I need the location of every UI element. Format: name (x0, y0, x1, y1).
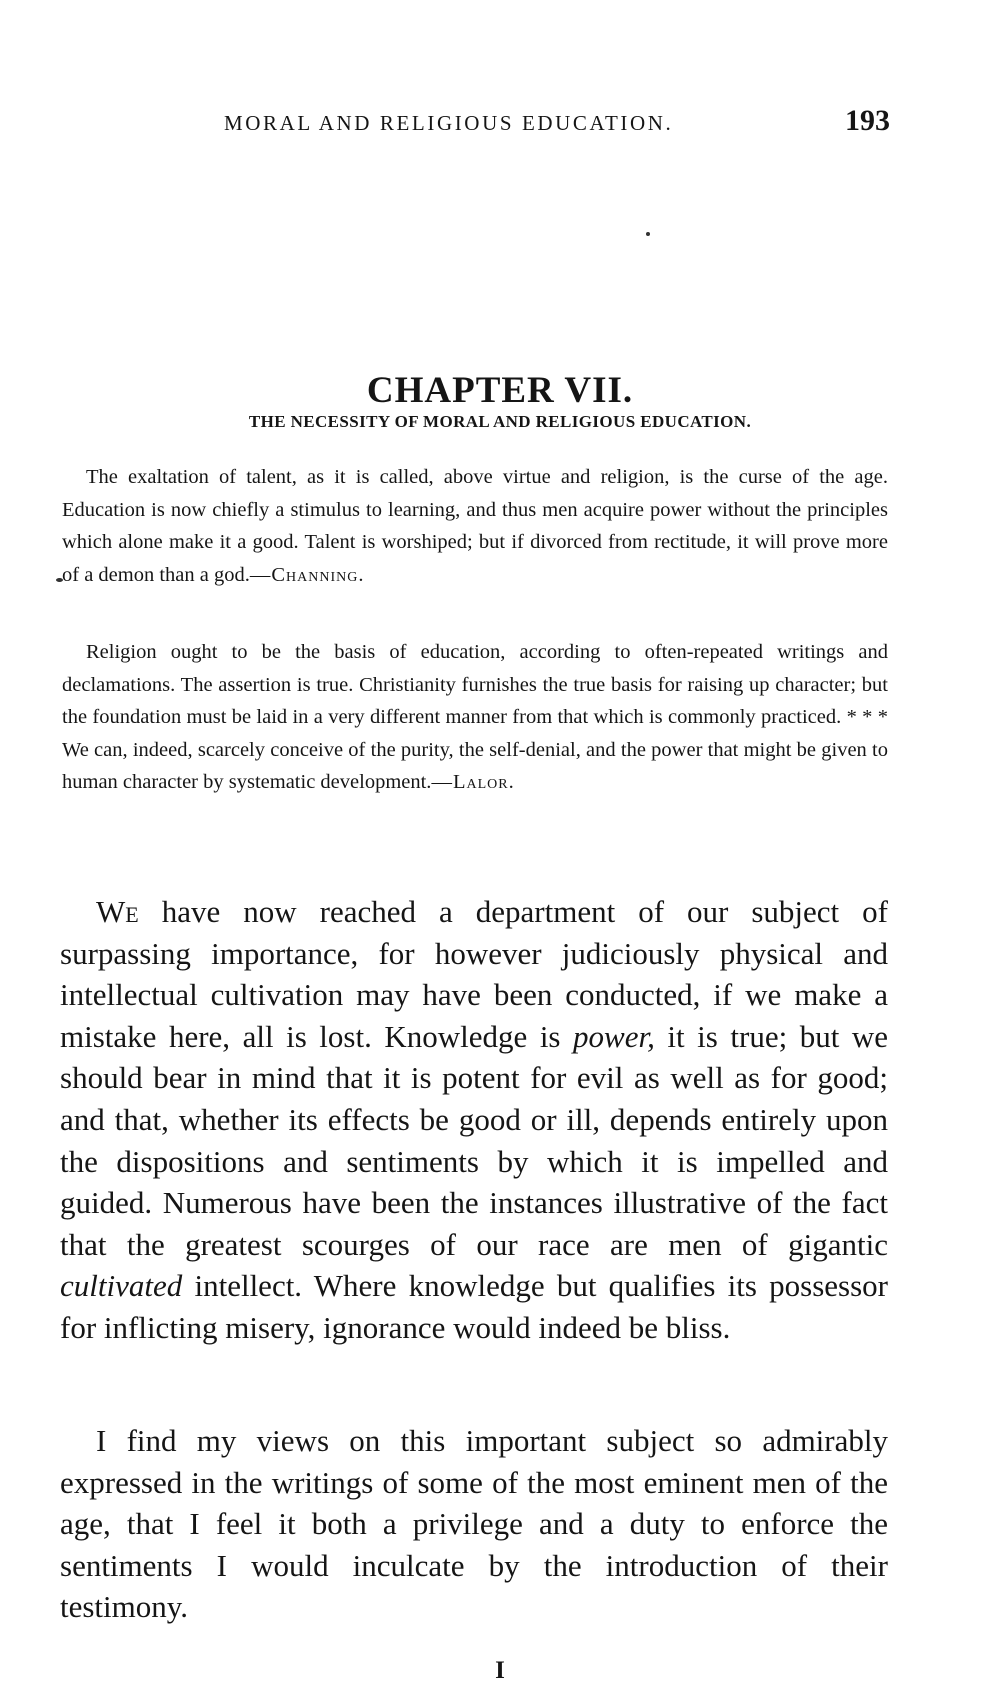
chapter-title: CHAPTER VII. (366, 369, 634, 411)
emphasis-cultivated: cultivated (60, 1268, 183, 1304)
epigraph-paragraph (62, 636, 888, 799)
epigraph-lalor (62, 636, 888, 799)
paragraph-text (60, 891, 888, 1349)
body-paragraph-2 (60, 1420, 888, 1628)
body-paragraph-1 (60, 891, 888, 1349)
text-run: have now reached a department of our subject of surpassing importance, for however judiciously physical and intellectual cultivation may have been conducted, if we make a mistake here, all is lost. Knowledge is (60, 894, 889, 1054)
chapter-subtitle: THE NECESSITY OF MORAL AND RELIGIOUS EDUCATION. (248, 412, 752, 431)
epigraph-channing (62, 461, 888, 591)
drop-cap-word: We (96, 894, 139, 929)
epigraph-author: —Lalor. (431, 771, 515, 793)
epigraph-author: —Channing. (249, 563, 365, 586)
running-head: MORAL AND RELIGIOUS EDUCATION. (224, 111, 674, 135)
text-run: intellect. Where knowledge but qualifies its possessor for inflicting misery, ignorance would indeed be bliss. (60, 1268, 888, 1345)
page-number: 193 (845, 104, 890, 137)
ink-speck (646, 232, 650, 236)
signature-mark: I (495, 1657, 505, 1684)
emphasis-power: power, (573, 1018, 655, 1054)
epigraph-text: The exaltation of talent, as it is called, above virtue and religion, is the curse of the age. Education is now chiefly a stimulus to learning, and thus men acquire power without the principles which alone make it a good. Talent is worshiped; but if divorced from rectitude, it will prove more of a demon than a god. (62, 466, 888, 586)
epigraph-text: Religion ought to be the basis of education, according to often-repeated writings and declamations. The assertion is true. Christianity furnishes the true basis for raising up character; but the foundation must be laid in a very different manner from that which is commonly practiced. * * * We can, indeed, scarcely conceive of the purity, the self-denial, and the power that might be given to human character by systematic development. (62, 641, 888, 793)
text-run: it is true; but we should bear in mind that it is potent for evil as well as for good; and that, whether its effects be good or ill, depends entirely upon the dispositions and sentiments by which it is impelled and guided. Numerous have been the instances illustrative of the fact that the greatest scourges of our race are men of gigantic (60, 1018, 889, 1262)
epigraph-paragraph (62, 461, 888, 591)
paragraph-text: I find my views on this important subject so admirably expressed in the writings of some of the most eminent men of the age, that I feel it both a privilege and a duty to enforce the sentiments I would inculcate by the introduction of their testimony. (60, 1423, 888, 1625)
